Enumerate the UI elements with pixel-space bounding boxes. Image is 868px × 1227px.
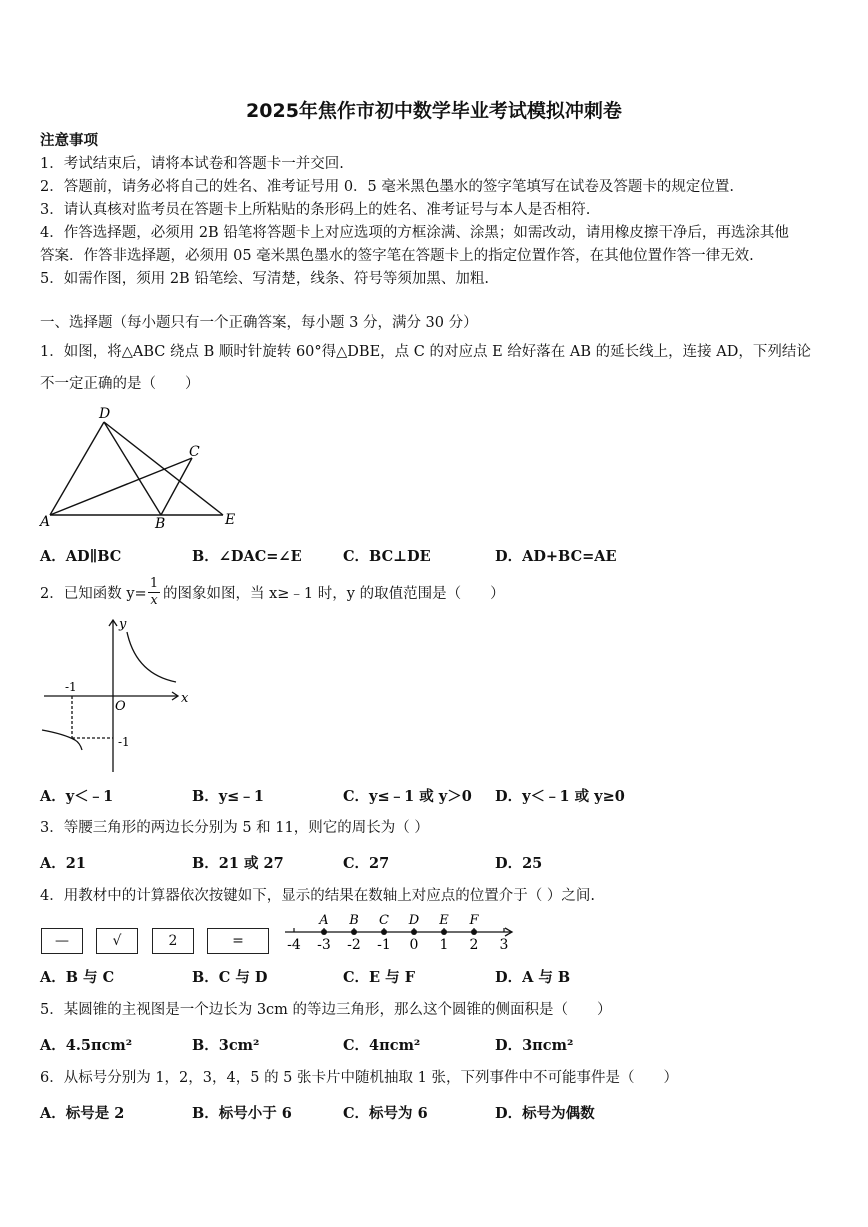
- question-1-text-cont: 不一定正确的是（ ）: [40, 376, 200, 392]
- number-line-point: [411, 929, 417, 935]
- label-a: A: [40, 514, 51, 530]
- section-heading: 一、选择题（每小题只有一个正确答案，每小题 3 分，满分 30 分）: [40, 315, 478, 331]
- tick-neg1-x: -1: [65, 680, 77, 694]
- label-b: B: [155, 516, 166, 530]
- label-c: C: [189, 444, 200, 460]
- q5-option-b[interactable]: B．3cm²: [192, 1037, 260, 1054]
- tick-neg1-y: -1: [118, 735, 130, 749]
- number-line-tick-label: -3: [317, 937, 331, 953]
- number-line-point-label: C: [379, 913, 389, 928]
- notice-item: 1．考试结束后，请将本试卷和答题卡一并交回.: [40, 156, 344, 172]
- q4-option-b[interactable]: B．C 与 D: [192, 969, 268, 986]
- segment-ad: [50, 422, 104, 515]
- q1-option-d[interactable]: D．AD+BC=AE: [495, 548, 617, 565]
- q2-option-d[interactable]: D．y＜﹣1 或 y≥0: [495, 788, 625, 805]
- origin-label: O: [115, 699, 126, 714]
- calc-key-sqrt: √: [96, 928, 138, 954]
- number-line-point: [321, 929, 327, 935]
- notice-item: 3．请认真核对监考员在答题卡上所粘贴的条形码上的姓名、准考证号与本人是否相符.: [40, 202, 591, 218]
- q3-option-c[interactable]: C．27: [343, 855, 390, 872]
- question-5-text: 5．某圆锥的主视图是一个边长为 3cm 的等边三角形，那么这个圆锥的侧面积是（ ）: [40, 1002, 612, 1018]
- number-line-point: [471, 929, 477, 935]
- question-2-figure: [38, 612, 198, 777]
- q4-option-d[interactable]: D．A 与 B: [495, 969, 571, 986]
- q4-option-c[interactable]: C．E 与 F: [343, 969, 415, 986]
- calc-key-minus: —: [41, 928, 83, 954]
- number-line-tick-label: 3: [499, 937, 509, 953]
- question-3-text: 3．等腰三角形的两边长分别为 5 和 11，则它的周长为（ ）: [40, 820, 429, 836]
- x-label: x: [181, 691, 189, 706]
- segment-de: [104, 422, 223, 515]
- number-line-point: [441, 929, 447, 935]
- q5-option-c[interactable]: C．4πcm²: [343, 1037, 421, 1054]
- segment-ac: [50, 458, 192, 515]
- number-line-point-label: E: [439, 913, 449, 928]
- notice-item: 5．如需作图，须用 2B 铅笔绘、写清楚，线条、符号等须加黑、加粗.: [40, 271, 489, 287]
- number-line-tick-label: 0: [409, 937, 419, 953]
- q6-option-b[interactable]: B．标号小于 6: [192, 1105, 292, 1122]
- number-line-tick-label: -1: [377, 937, 391, 953]
- number-line-point-label: A: [319, 913, 329, 928]
- q5-option-d[interactable]: D．3πcm²: [495, 1037, 574, 1054]
- number-line-point: [381, 929, 387, 935]
- number-line: [280, 910, 530, 955]
- q6-option-c[interactable]: C．标号为 6: [343, 1105, 428, 1122]
- number-line-point-label: F: [469, 913, 479, 928]
- q3-option-b[interactable]: B．21 或 27: [192, 855, 284, 872]
- question-4-text: 4．用教材中的计算器依次按键如下，显示的结果在数轴上对应点的位置介于（ ）之间.: [40, 888, 595, 904]
- q6-option-a[interactable]: A．标号是 2: [40, 1105, 125, 1122]
- number-line-point: [351, 929, 357, 935]
- number-line-tick-label: -2: [347, 937, 361, 953]
- calc-key-2: 2: [152, 928, 194, 954]
- q4-option-a[interactable]: A．B 与 C: [40, 969, 115, 986]
- q5-option-a[interactable]: A．4.5πcm²: [40, 1037, 133, 1054]
- label-d: D: [99, 406, 111, 422]
- label-e: E: [225, 512, 236, 528]
- fraction-1-over-x: $\frac{1}{x}$: [149, 576, 159, 608]
- notice-item: 答案．作答非选择题，必须用 05 毫米黑色墨水的签字笔在答题卡上的指定位置作答，在其他位置作答一律无效.: [40, 248, 754, 264]
- curve-q3: [42, 730, 82, 750]
- number-line-point-label: D: [408, 913, 420, 928]
- curve-q1: [127, 632, 176, 682]
- q6-option-d[interactable]: D．标号为偶数: [495, 1105, 595, 1122]
- calc-key-equals: =: [207, 928, 269, 954]
- notice-item: 2．答题前，请务必将自己的姓名、准考证号用 0．5 毫米黑色墨水的签字笔填写在试卷及答题卡的规定位置.: [40, 179, 734, 195]
- q1-option-b[interactable]: B．∠DAC=∠E: [192, 548, 302, 565]
- number-line-tick-label: -4: [287, 937, 301, 953]
- y-label: y: [119, 617, 127, 632]
- q2-option-c[interactable]: C．y≤﹣1 或 y＞0: [343, 788, 472, 805]
- page-title: 2025年焦作市初中数学毕业考试模拟冲刺卷: [246, 100, 622, 122]
- notice-heading: 注意事项: [40, 132, 98, 149]
- segment-db: [104, 422, 161, 515]
- q2-option-a[interactable]: A．y＜﹣1: [40, 788, 114, 805]
- q3-option-a[interactable]: A．21: [40, 855, 86, 872]
- number-line-tick-label: 1: [439, 937, 449, 953]
- question-6-text: 6．从标号分别为 1，2，3，4，5 的 5 张卡片中随机抽取 1 张，下列事件中不可能事件是（ ）: [40, 1070, 678, 1086]
- number-line-point-label: B: [349, 913, 359, 928]
- question-2-text-suffix: 的图象如图，当 x≥﹣1 时，y 的取值范围是（ ）: [163, 586, 505, 602]
- q1-option-a[interactable]: A．AD∥BC: [40, 548, 122, 565]
- question-2-text-prefix: 2．已知函数 y=: [40, 586, 147, 602]
- question-1-text: 1．如图，将△ABC 绕点 B 顺时针旋转 60°得△DBE，点 C 的对应点 E 给好落在 AB 的延长线上，连接 AD，下列结论: [40, 344, 811, 360]
- question-1-figure: [38, 400, 248, 530]
- q3-option-d[interactable]: D．25: [495, 855, 543, 872]
- number-line-tick-label: 2: [469, 937, 479, 953]
- q2-option-b[interactable]: B．y≤﹣1: [192, 788, 264, 805]
- notice-item: 4．作答选择题，必须用 2B 铅笔将答题卡上对应选项的方框涂满、涂黑；如需改动，请用橡皮擦干净后，再选涂其他: [40, 225, 789, 241]
- q1-option-c[interactable]: C．BC⊥DE: [343, 548, 431, 565]
